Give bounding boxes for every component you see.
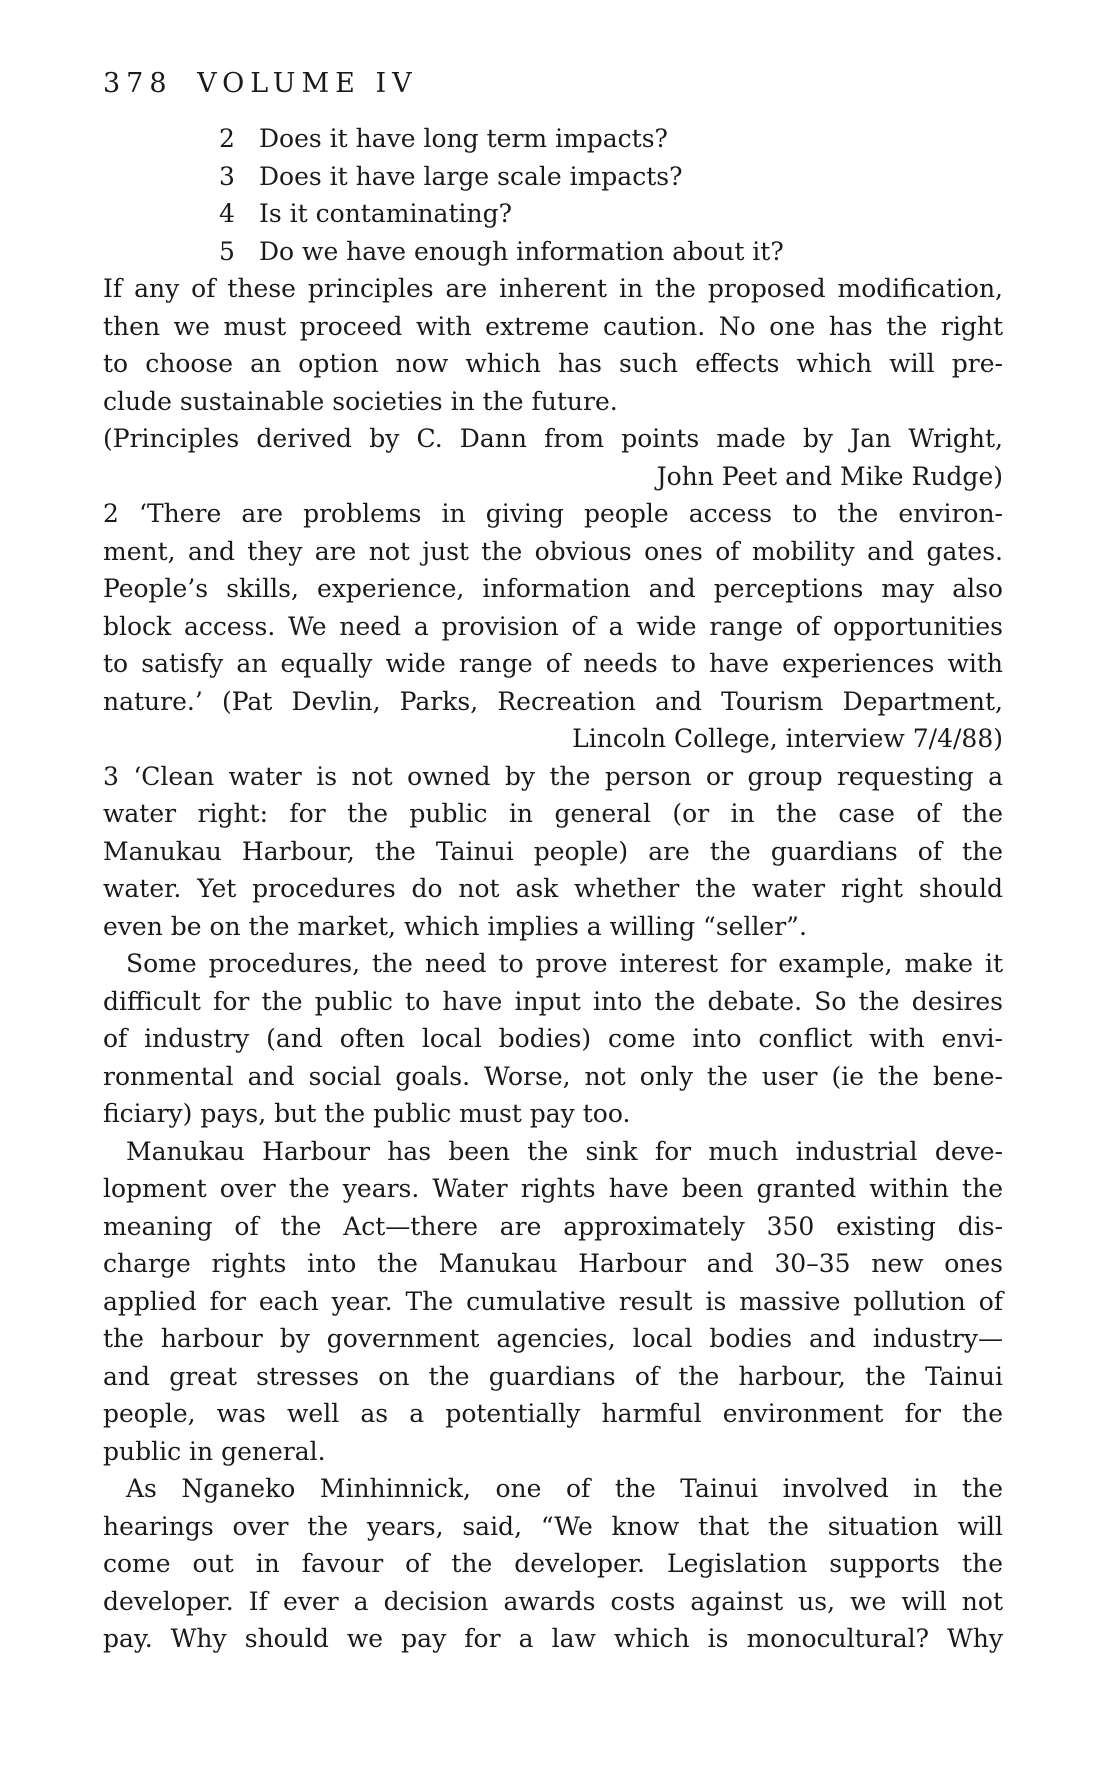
- paragraph-line: hearings over the years, said, “We know that the situation will: [103, 1511, 1003, 1541]
- attribution-line: John Peet and Mike Rudge): [656, 461, 1003, 491]
- quote-line: Manukau Harbour, the Tainui people) are the guardians of the: [103, 836, 1003, 866]
- list-item: 2 Does it have long term impacts?: [219, 124, 668, 153]
- quote-line: to satisfy an equally wide range of needs to have experiences with: [103, 649, 1003, 678]
- list-item: 3 Does it have large scale impacts?: [219, 161, 683, 191]
- quote-line: 2 ‘There are problems in giving people access to the environ-: [103, 499, 1003, 528]
- paragraph-line: As Nganeko Minhinnick, one of the Tainui involved in the: [126, 1474, 1003, 1503]
- paragraph-line: meaning of the Act—there are approximately 350 existing dis-: [103, 1211, 1003, 1241]
- quote-line: water right: for the public in general (or in the case of the: [103, 799, 1003, 828]
- quote-line: block access. We need a provision of a wide range of opportunities: [103, 611, 1003, 641]
- paragraph-line: public in general.: [103, 1436, 326, 1466]
- paragraph-line: developer. If ever a decision awards costs against us, we will not: [103, 1586, 1003, 1616]
- list-item: 4 Is it contaminating?: [219, 199, 513, 228]
- principles-list: [103, 120, 1003, 270]
- paragraph-line: ronmental and social goals. Worse, not only the user (ie the bene-: [103, 1061, 1003, 1091]
- quote-line: 3 ‘Clean water is not owned by the person or group requesting a: [103, 761, 1003, 791]
- quote-line: People’s skills, experience, information and perceptions may also: [103, 574, 1003, 603]
- paragraph-line: come out in favour of the developer. Legislation supports the: [103, 1549, 1003, 1578]
- paragraph-line: Manukau Harbour has been the sink for much industrial deve-: [126, 1136, 1003, 1166]
- page-number: 378: [103, 68, 173, 99]
- body-text: [103, 270, 1003, 1658]
- paragraph-line: people, was well as a potentially harmful environment for the: [103, 1399, 1003, 1428]
- attribution-line: Lincoln College, interview 7/4/88): [572, 724, 1003, 753]
- running-header: [103, 68, 418, 99]
- quote-line: even be on the market, which implies a willing “seller”.: [103, 911, 807, 941]
- paragraph-line: Some procedures, the need to prove interest for example, make it: [126, 949, 1003, 978]
- paragraph-line: applied for each year. The cumulative result is massive pollution of: [103, 1286, 1003, 1316]
- list-item: 5 Do we have enough information about it?: [219, 236, 784, 266]
- paragraph-line: difficult for the public to have input into the debate. So the desires: [103, 986, 1003, 1016]
- paragraph-line: the harbour by government agencies, local bodies and industry—: [103, 1324, 1003, 1353]
- paragraph-line: and great stresses on the guardians of the harbour, the Tainui: [103, 1361, 1003, 1391]
- quote-line: water. Yet procedures do not ask whether the water right should: [103, 874, 1003, 903]
- attribution-line: (Principles derived by C. Dann from points made by Jan Wright,: [103, 424, 1003, 453]
- quote-line: ment, and they are not just the obvious ones of mobility and gates.: [103, 536, 1003, 566]
- paragraph-line: charge rights into the Manukau Harbour and 30–35 new ones: [103, 1249, 1003, 1278]
- text-line: then we must proceed with extreme caution. No one has the right: [103, 311, 1003, 341]
- quote-line: nature.’ (Pat Devlin, Parks, Recreation and Tourism Department,: [103, 686, 1003, 716]
- paragraph-line: of industry (and often local bodies) come into conflict with envi-: [103, 1024, 1003, 1053]
- text-line: clude sustainable societies in the future.: [103, 386, 618, 416]
- paragraph-line: lopment over the years. Water rights have been granted within the: [103, 1174, 1003, 1203]
- text-line: to choose an option now which has such effects which will pre-: [103, 349, 1003, 378]
- text-line: If any of these principles are inherent in the proposed modification,: [103, 274, 1003, 303]
- paragraph-line: pay. Why should we pay for a law which is monocultural? Why: [103, 1624, 1003, 1653]
- volume-title: VOLUME IV: [197, 68, 418, 99]
- paragraph-line: ficiary) pays, but the public must pay too.: [103, 1099, 631, 1128]
